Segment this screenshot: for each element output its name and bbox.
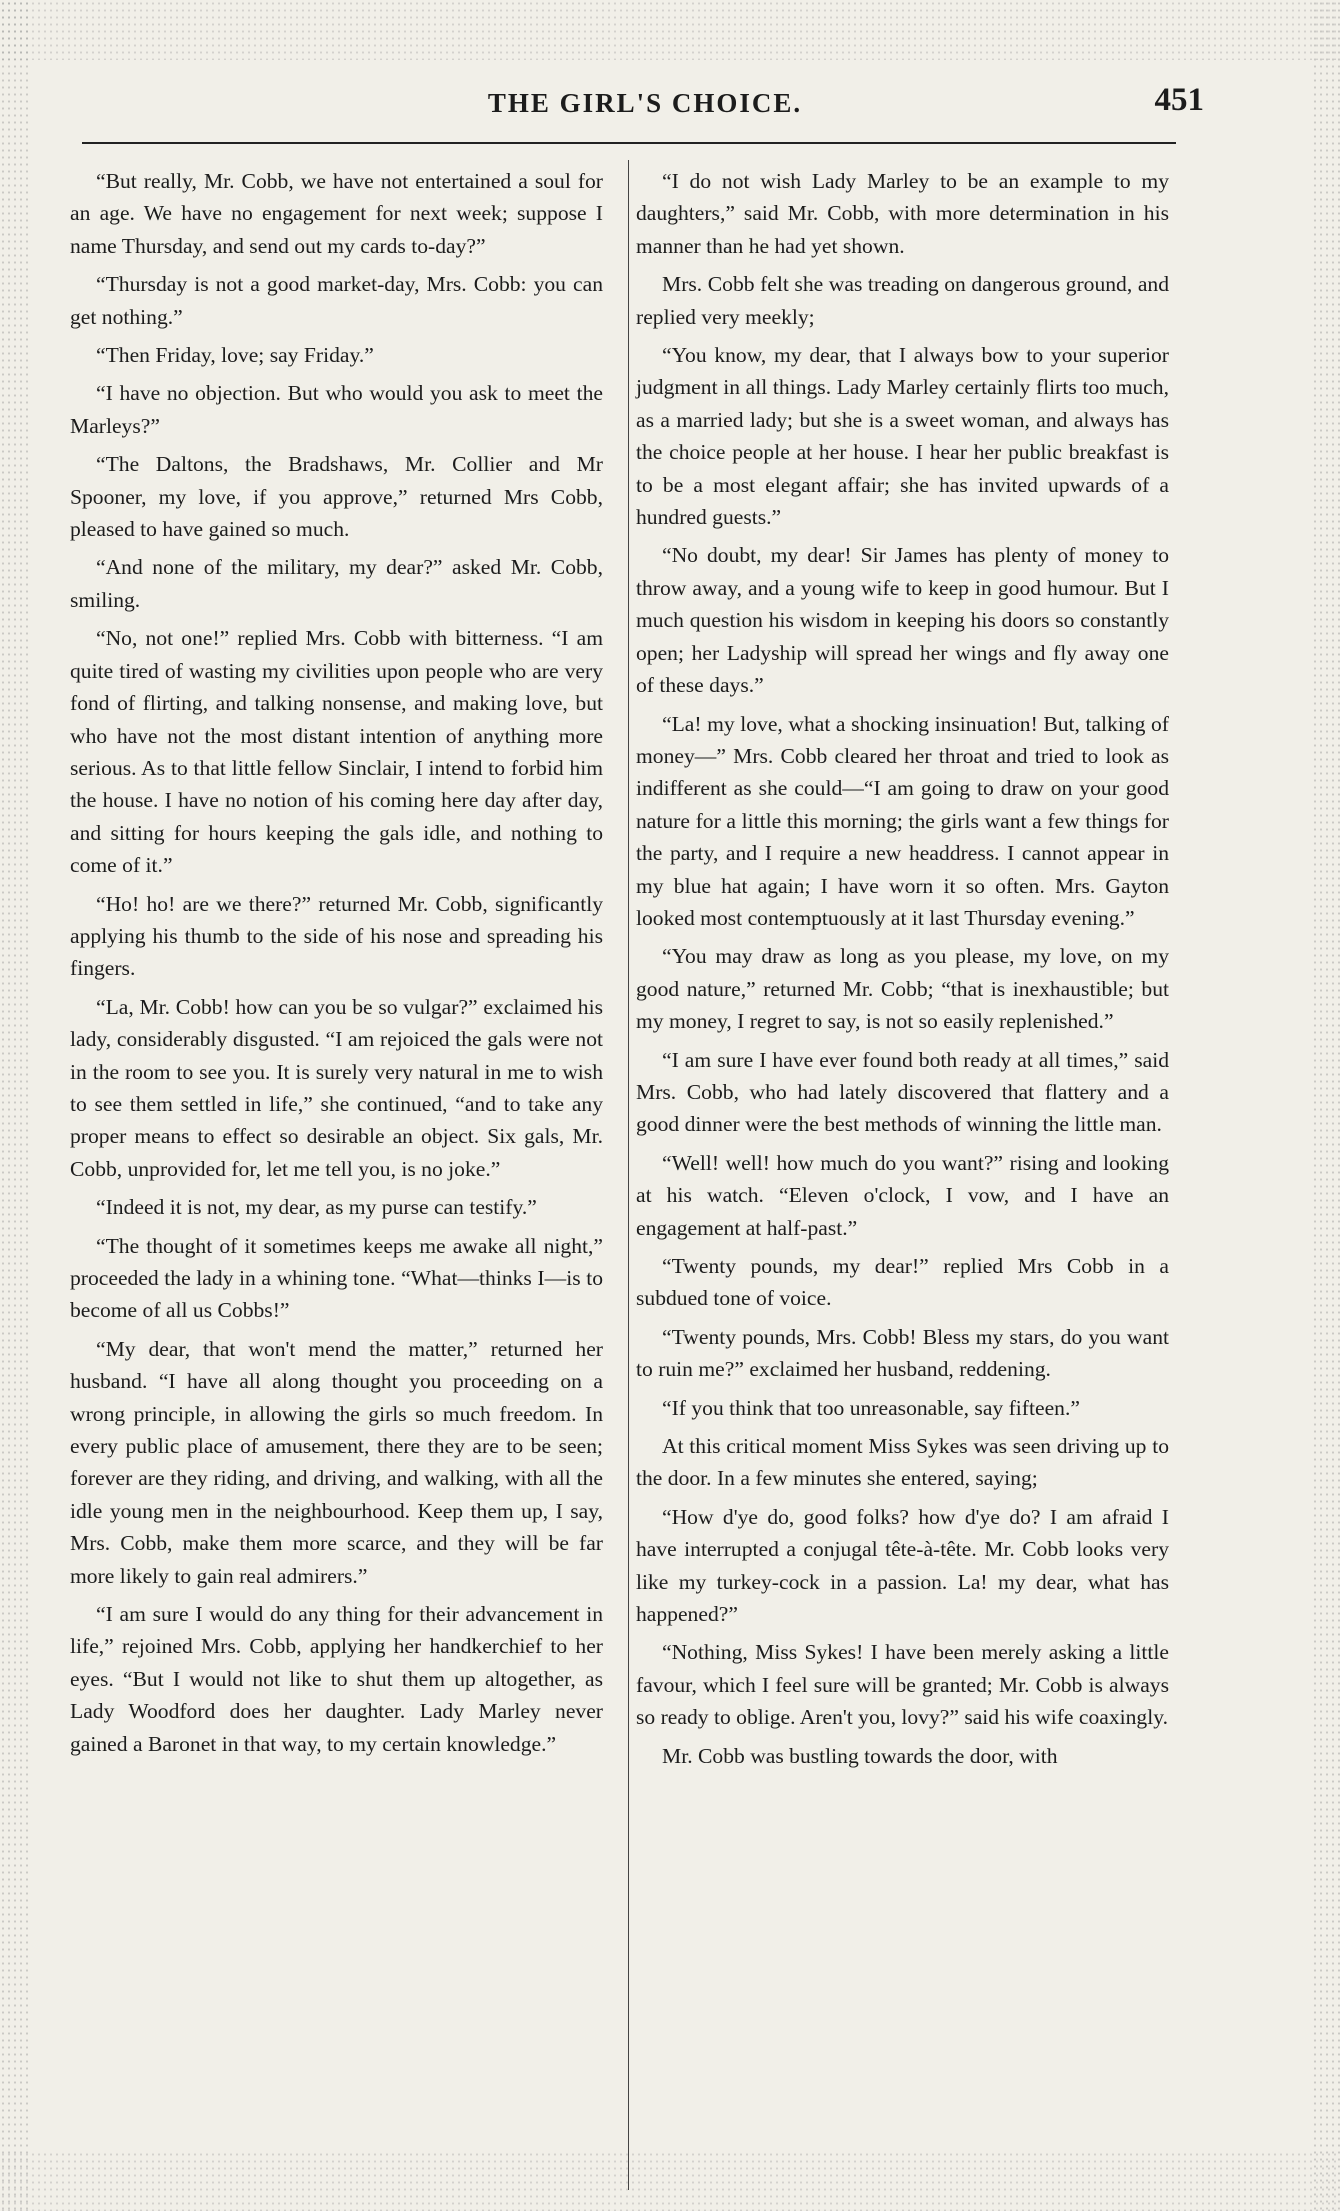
paragraph: “And none of the military, my dear?” asked Mr. Cobb, smiling. <box>70 555 603 612</box>
paragraph: “You may draw as long as you please, my love, on my good nature,” returned Mr. Cobb; “that is inexhaustible; but my money, I regret to say, is not so easily replenished.” <box>636 944 1169 1034</box>
paragraph: “I am sure I would do any thing for their advancement in life,” rejoined Mrs. Cobb, applying her handkerchief to her eyes. “But I would not like to shut them up altogether, as Lady Woodford does her daughter. Lady Marley never gained a Baronet in that way, to my certain knowledge.” <box>70 1602 603 1756</box>
paragraph: At this critical moment Miss Sykes was seen driving up to the door. In a few minutes she entered, saying; <box>636 1434 1169 1491</box>
paragraph: Mrs. Cobb felt she was treading on dangerous ground, and replied very meekly; <box>636 272 1169 329</box>
paragraph: “You know, my dear, that I always bow to your superior judgment in all things. Lady Marley certainly flirts too much, as a married lady; but she is a sweet woman, and always has the choice people at her house. I hear her public breakfast is to be a most elegant affair; she has invited upwards of a hundred guests.” <box>636 343 1169 530</box>
paragraph: “Twenty pounds, my dear!” replied Mrs Cobb in a subdued tone of voice. <box>636 1254 1169 1311</box>
header-rule <box>82 142 1176 144</box>
scan-noise-left <box>0 0 30 2211</box>
paragraph: “No, not one!” replied Mrs. Cobb with bitterness. “I am quite tired of wasting my civilities upon people who are very fond of flirting, and talking nonsense, and making love, but who have not the most distant intention of anything more serious. As to that little fellow Sinclair, I intend to forbid him the house. I have no notion of his coming here day after day, and sitting for hours keeping the gals idle, and nothing to come of it.” <box>70 626 603 878</box>
scan-noise-top <box>0 0 1340 60</box>
paragraph: “I have no objection. But who would you ask to meet the Marleys?” <box>70 381 603 438</box>
paragraph: “Ho! ho! are we there?” returned Mr. Cobb, significantly applying his thumb to the side of his nose and spreading his fingers. <box>70 891 603 981</box>
paragraph: “Indeed it is not, my dear, as my purse can testify.” <box>96 1195 537 1220</box>
paragraph: “Well! well! how much do you want?” rising and looking at his watch. “Eleven o'clock, I vow, and I have an engagement at half-past.” <box>636 1150 1169 1240</box>
paragraph: “I am sure I have ever found both ready at all times,” said Mrs. Cobb, who had lately discovered that flattery and a good dinner were the best methods of winning the little man. <box>636 1047 1169 1137</box>
paragraph: “La! my love, what a shocking insinuation! But, talking of money—” Mrs. Cobb cleared her throat and tried to look as indifferent as she could—“I am going to draw on your good nature for a little this morning; the girls want a few things for the party, and I require a new headdress. I cannot appear in my blue hat again; I have worn it so often. Mrs. Gayton looked most contemptuously at it last Thursday evening.” <box>636 711 1169 930</box>
left-column <box>70 165 603 1766</box>
running-title: THE GIRL'S CHOICE. <box>487 88 803 118</box>
scan-noise-right <box>1312 0 1340 2211</box>
paragraph: “The Daltons, the Bradshaws, Mr. Collier and Mr Spooner, my love, if you approve,” returned Mrs Cobb, pleased to have gained so much. <box>70 452 603 542</box>
paragraph: “If you think that too unreasonable, say fifteen.” <box>662 1395 1080 1420</box>
paragraph: “The thought of it sometimes keeps me awake all night,” proceeded the lady in a whining tone. “What—thinks I—is to become of all us Cobbs!” <box>70 1233 603 1323</box>
paragraph: “But really, Mr. Cobb, we have not entertained a soul for an age. We have no engagement for next week; suppose I name Thursday, and send out my cards to-day?” <box>70 169 603 258</box>
paragraph: “La, Mr. Cobb! how can you be so vulgar?” exclaimed his lady, considerably disgusted. “I am rejoiced the gals were not in the room to see you. It is surely very natural in me to wish to see them settled in life,” she continued, “and to take any proper means to effect so desirable an object. Six gals, Mr. Cobb, unprovided for, let me tell you, is no joke.” <box>70 994 603 1181</box>
paragraph: “No doubt, my dear! Sir James has plenty of money to throw away, and a young wife to keep in good humour. But I much question his wisdom in keeping his doors so constantly open; her Ladyship will spread her wings and fly away one of these days.” <box>636 543 1169 698</box>
paragraph: Mr. Cobb was bustling towards the door, with <box>662 1743 1058 1768</box>
paragraph: “Nothing, Miss Sykes! I have been merely asking a little favour, which I feel sure will be granted; Mr. Cobb is always so ready to oblige. Aren't you, lovy?” said his wife coaxingly. <box>636 1640 1169 1730</box>
paragraph: “Twenty pounds, Mrs. Cobb! Bless my stars, do you want to ruin me?” exclaimed her husband, reddening. <box>636 1324 1169 1382</box>
paragraph: “Thursday is not a good market-day, Mrs. Cobb: you can get nothing.” <box>70 272 603 329</box>
paragraph: “How d'ye do, good folks? how d'ye do? I am afraid I have interrupted a conjugal tête-à-tête. Mr. Cobb looks very like my turkey-cock in a passion. La! my dear, what has happened?” <box>636 1504 1169 1627</box>
scan-noise-bottom <box>0 2151 1340 2211</box>
right-column <box>636 165 1169 1778</box>
paragraph: “My dear, that won't mend the matter,” returned her husband. “I have all along thought you proceeding on a wrong principle, in allowing the girls so much freedom. In every public place of amusement, there they are to be seen; forever are they riding, and driving, and walking, with all the idle young men in the neighbourhood. Keep them up, I say, Mrs. Cobb, make them more scarce, and they will be far more likely to gain real admirers.” <box>70 1336 603 1588</box>
paragraph: “I do not wish Lady Marley to be an example to my daughters,” said Mr. Cobb, with more determination in his manner than he had yet shown. <box>636 169 1169 258</box>
paragraph: “Then Friday, love; say Friday.” <box>96 343 374 368</box>
column-divider <box>628 160 629 2190</box>
page-number: 451 <box>1154 82 1204 118</box>
